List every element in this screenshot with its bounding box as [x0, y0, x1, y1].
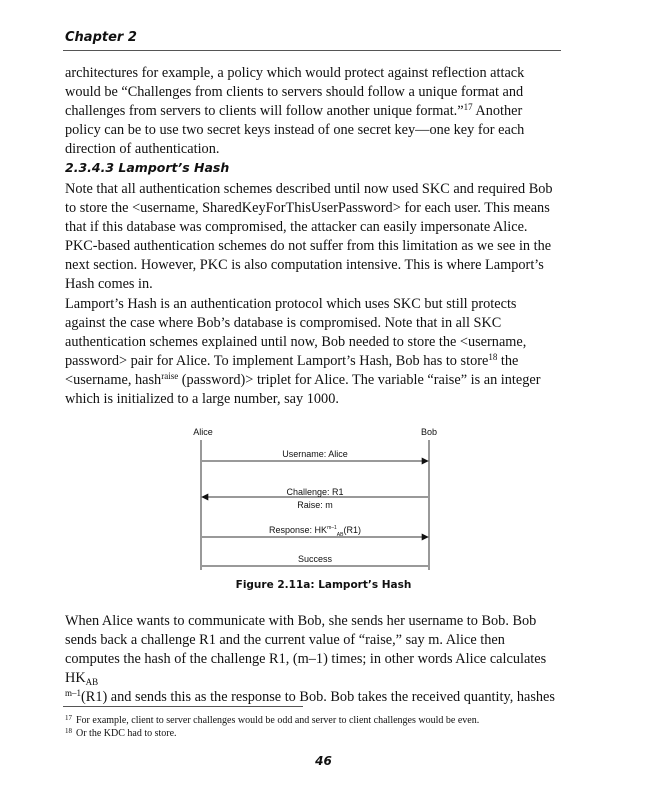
chapter-header: Chapter 2: [65, 30, 137, 45]
footnote-number: 17: [65, 714, 72, 722]
message-success: Success: [297, 554, 333, 564]
footnote-ref-17[interactable]: 17: [463, 102, 473, 112]
message-response: Response: $HK^{m-1}_{AB}(R1)$: [269, 525, 361, 538]
figure-caption: Figure 2.11a: Lamport’s Hash: [235, 579, 412, 591]
footnote-number: 18: [65, 727, 72, 735]
footnote-rule: [63, 706, 303, 707]
raise-superscript: raise: [161, 371, 179, 381]
paragraph-text: Note that all authentication schemes described until now used SKC and required Bob to store the <username, SharedKeyForThisUserPassword> for each user. This means that if this database was compromised, the attacker can easily impersonate Alice. PKC-based authentication schemes do not suffer from this limitation as we see in the next section. However, PKC is also computation intensive. This is where Lamport’s Hash comes in.: [65, 181, 553, 292]
footnote-text: For example, client to server challenges would be odd and server to client challenges would be even.: [76, 715, 480, 726]
hk-superscript: m–1: [65, 688, 82, 698]
alice-label: Alice: [193, 427, 213, 437]
footnote-ref-18[interactable]: 18: [488, 352, 498, 362]
hk-subscript: AB: [85, 677, 99, 687]
message-challenge: Challenge: R1: [286, 487, 344, 497]
footnote-18: [65, 725, 560, 740]
paragraph-text-continued: the <username, hash: [65, 353, 519, 388]
page-number: 46: [315, 754, 332, 768]
paragraph-text-end: (password)> triplet for Alice. The variable “raise” is an integer which is initialized to a large number, say 1000.: [65, 372, 541, 407]
message-username: Username: Alice: [282, 449, 348, 459]
paragraph-text-continued: Another policy can be to use two secret keys instead of one secret key—one key for each direction of authentication.: [65, 103, 525, 157]
paragraph-text: Lamport’s Hash is an authentication protocol which uses SKC but still protects against the case where Bob’s database is compromised. Note that in all SKC authentication schemes explained until now, Bob needed to store the <username, password> pair for Alice. To implement Lamport’s Hash, Bob has to store: [65, 296, 527, 369]
paragraph-text: architectures for example, a policy which would protect against reflection attack would be “Challenges from clients to servers should follow a unique format and challenges from servers to clients will follow another unique format.”: [65, 65, 525, 119]
section-heading: 2.3.4.3 Lamport’s Hash: [65, 160, 230, 175]
footnote-text: Or the KDC had to store.: [76, 728, 177, 739]
paragraph-protocol-walkthrough: [65, 612, 560, 707]
paragraph-text: When Alice wants to communicate with Bob, she sends her username to Bob. Bob sends back a challenge R1 and the current value of “raise,” say m. Alice then computes the hash of the challenge R1, (m–1) times; in other words Alice calculates HK: [65, 613, 547, 686]
paragraph-text-continued: (R1) and sends this as the response to Bob. Bob takes the received quantity, hashes: [81, 689, 555, 705]
bob-label: Bob: [420, 427, 438, 437]
message-raise: Raise: m: [297, 500, 333, 510]
